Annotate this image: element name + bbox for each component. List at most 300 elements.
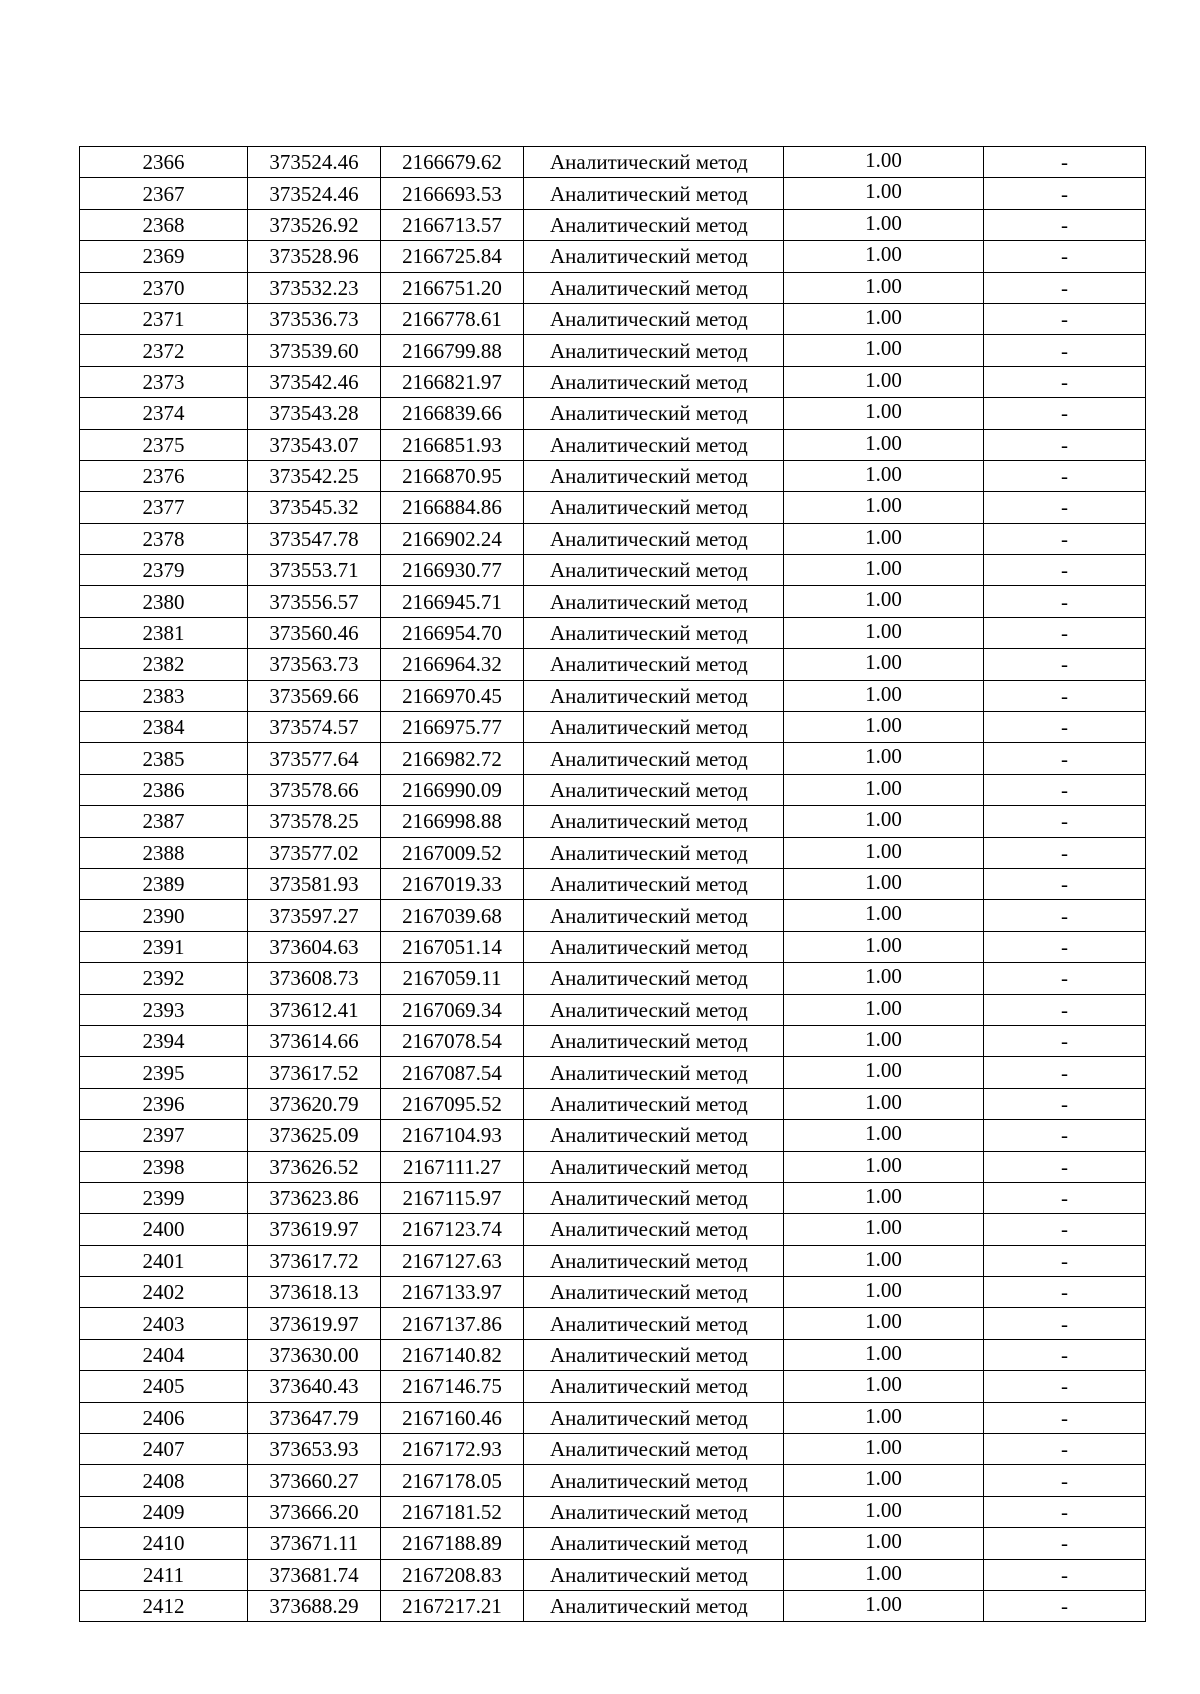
- table-row: [80, 429, 1146, 460]
- dash-cell: -: [984, 617, 1146, 648]
- x-coordinate-cell: 373681.74: [248, 1559, 381, 1590]
- x-coordinate-cell: 373671.11: [248, 1528, 381, 1559]
- dash-cell: -: [984, 492, 1146, 523]
- dash-cell: -: [984, 1182, 1146, 1213]
- y-coordinate-cell: 2167217.21: [381, 1590, 524, 1621]
- x-coordinate-cell: 373528.96: [248, 241, 381, 272]
- table-row: [80, 1151, 1146, 1182]
- table-row: [80, 1590, 1146, 1621]
- point-number-cell: 2371: [80, 303, 248, 334]
- y-coordinate-cell: 2167140.82: [381, 1339, 524, 1370]
- x-coordinate-cell: 373543.07: [248, 429, 381, 460]
- dash-cell: -: [984, 1308, 1146, 1339]
- x-coordinate-cell: 373597.27: [248, 900, 381, 931]
- dash-cell: -: [984, 1245, 1146, 1276]
- dash-cell: -: [984, 429, 1146, 460]
- point-number-cell: 2383: [80, 680, 248, 711]
- method-cell: Аналитический метод: [524, 1371, 784, 1402]
- y-coordinate-cell: 2167178.05: [381, 1465, 524, 1496]
- y-coordinate-cell: 2166870.95: [381, 460, 524, 491]
- dash-cell: -: [984, 1088, 1146, 1119]
- method-cell: Аналитический метод: [524, 429, 784, 460]
- point-number-cell: 2387: [80, 806, 248, 837]
- x-coordinate-cell: 373630.00: [248, 1339, 381, 1370]
- point-number-cell: 2380: [80, 586, 248, 617]
- point-number-cell: 2366: [80, 147, 248, 178]
- point-number-cell: 2407: [80, 1434, 248, 1465]
- accuracy-cell: 1.00: [784, 555, 984, 586]
- method-cell: Аналитический метод: [524, 1025, 784, 1056]
- accuracy-cell: 1.00: [784, 272, 984, 303]
- dash-cell: -: [984, 555, 1146, 586]
- x-coordinate-cell: 373524.46: [248, 178, 381, 209]
- table-row: [80, 492, 1146, 523]
- y-coordinate-cell: 2166975.77: [381, 712, 524, 743]
- x-coordinate-cell: 373604.63: [248, 931, 381, 962]
- y-coordinate-cell: 2167051.14: [381, 931, 524, 962]
- method-cell: Аналитический метод: [524, 837, 784, 868]
- coordinates-table: [79, 146, 1146, 1622]
- table-row: [80, 1559, 1146, 1590]
- accuracy-cell: 1.00: [784, 1465, 984, 1496]
- point-number-cell: 2391: [80, 931, 248, 962]
- table-row: [80, 1434, 1146, 1465]
- table-row: [80, 460, 1146, 491]
- method-cell: Аналитический метод: [524, 272, 784, 303]
- x-coordinate-cell: 373556.57: [248, 586, 381, 617]
- x-coordinate-cell: 373618.13: [248, 1277, 381, 1308]
- accuracy-cell: 1.00: [784, 617, 984, 648]
- point-number-cell: 2389: [80, 868, 248, 899]
- x-coordinate-cell: 373581.93: [248, 868, 381, 899]
- x-coordinate-cell: 373578.25: [248, 806, 381, 837]
- method-cell: Аналитический метод: [524, 335, 784, 366]
- dash-cell: -: [984, 147, 1146, 178]
- method-cell: Аналитический метод: [524, 209, 784, 240]
- method-cell: Аналитический метод: [524, 680, 784, 711]
- accuracy-cell: 1.00: [784, 460, 984, 491]
- table-row: [80, 398, 1146, 429]
- method-cell: Аналитический метод: [524, 398, 784, 429]
- y-coordinate-cell: 2167188.89: [381, 1528, 524, 1559]
- accuracy-cell: 1.00: [784, 774, 984, 805]
- y-coordinate-cell: 2167104.93: [381, 1120, 524, 1151]
- y-coordinate-cell: 2166945.71: [381, 586, 524, 617]
- y-coordinate-cell: 2166725.84: [381, 241, 524, 272]
- x-coordinate-cell: 373647.79: [248, 1402, 381, 1433]
- y-coordinate-cell: 2167059.11: [381, 963, 524, 994]
- dash-cell: -: [984, 460, 1146, 491]
- dash-cell: -: [984, 1277, 1146, 1308]
- method-cell: Аналитический метод: [524, 649, 784, 680]
- dash-cell: -: [984, 523, 1146, 554]
- table-row: [80, 1496, 1146, 1527]
- y-coordinate-cell: 2166884.86: [381, 492, 524, 523]
- point-number-cell: 2398: [80, 1151, 248, 1182]
- table-row: [80, 1339, 1146, 1370]
- x-coordinate-cell: 373688.29: [248, 1590, 381, 1621]
- point-number-cell: 2375: [80, 429, 248, 460]
- y-coordinate-cell: 2167137.86: [381, 1308, 524, 1339]
- x-coordinate-cell: 373608.73: [248, 963, 381, 994]
- accuracy-cell: 1.00: [784, 1559, 984, 1590]
- method-cell: Аналитический метод: [524, 1120, 784, 1151]
- y-coordinate-cell: 2167019.33: [381, 868, 524, 899]
- table-row: [80, 335, 1146, 366]
- dash-cell: -: [984, 209, 1146, 240]
- y-coordinate-cell: 2167160.46: [381, 1402, 524, 1433]
- y-coordinate-cell: 2167181.52: [381, 1496, 524, 1527]
- table-row: [80, 1025, 1146, 1056]
- accuracy-cell: 1.00: [784, 1371, 984, 1402]
- x-coordinate-cell: 373547.78: [248, 523, 381, 554]
- method-cell: Аналитический метод: [524, 743, 784, 774]
- method-cell: Аналитический метод: [524, 366, 784, 397]
- y-coordinate-cell: 2166679.62: [381, 147, 524, 178]
- dash-cell: -: [984, 586, 1146, 617]
- dash-cell: -: [984, 649, 1146, 680]
- x-coordinate-cell: 373612.41: [248, 994, 381, 1025]
- dash-cell: -: [984, 931, 1146, 962]
- y-coordinate-cell: 2166799.88: [381, 335, 524, 366]
- accuracy-cell: 1.00: [784, 492, 984, 523]
- point-number-cell: 2388: [80, 837, 248, 868]
- point-number-cell: 2372: [80, 335, 248, 366]
- method-cell: Аналитический метод: [524, 492, 784, 523]
- dash-cell: -: [984, 1025, 1146, 1056]
- y-coordinate-cell: 2166693.53: [381, 178, 524, 209]
- method-cell: Аналитический метод: [524, 1465, 784, 1496]
- method-cell: Аналитический метод: [524, 900, 784, 931]
- point-number-cell: 2395: [80, 1057, 248, 1088]
- table-row: [80, 1120, 1146, 1151]
- accuracy-cell: 1.00: [784, 963, 984, 994]
- method-cell: Аналитический метод: [524, 994, 784, 1025]
- point-number-cell: 2369: [80, 241, 248, 272]
- point-number-cell: 2406: [80, 1402, 248, 1433]
- table-row: [80, 555, 1146, 586]
- method-cell: Аналитический метод: [524, 712, 784, 743]
- accuracy-cell: 1.00: [784, 366, 984, 397]
- point-number-cell: 2367: [80, 178, 248, 209]
- point-number-cell: 2400: [80, 1214, 248, 1245]
- x-coordinate-cell: 373553.71: [248, 555, 381, 586]
- y-coordinate-cell: 2167087.54: [381, 1057, 524, 1088]
- accuracy-cell: 1.00: [784, 1182, 984, 1213]
- point-number-cell: 2377: [80, 492, 248, 523]
- table-row: [80, 1402, 1146, 1433]
- table-row: [80, 1182, 1146, 1213]
- accuracy-cell: 1.00: [784, 837, 984, 868]
- dash-cell: -: [984, 398, 1146, 429]
- x-coordinate-cell: 373577.64: [248, 743, 381, 774]
- accuracy-cell: 1.00: [784, 1057, 984, 1088]
- table-row: [80, 1528, 1146, 1559]
- accuracy-cell: 1.00: [784, 743, 984, 774]
- method-cell: Аналитический метод: [524, 1151, 784, 1182]
- table-row: [80, 303, 1146, 334]
- accuracy-cell: 1.00: [784, 1025, 984, 1056]
- dash-cell: -: [984, 303, 1146, 334]
- accuracy-cell: 1.00: [784, 398, 984, 429]
- table-row: [80, 963, 1146, 994]
- point-number-cell: 2403: [80, 1308, 248, 1339]
- accuracy-cell: 1.00: [784, 649, 984, 680]
- table-row: [80, 774, 1146, 805]
- point-number-cell: 2393: [80, 994, 248, 1025]
- accuracy-cell: 1.00: [784, 680, 984, 711]
- dash-cell: -: [984, 1371, 1146, 1402]
- x-coordinate-cell: 373574.57: [248, 712, 381, 743]
- x-coordinate-cell: 373666.20: [248, 1496, 381, 1527]
- method-cell: Аналитический метод: [524, 1434, 784, 1465]
- y-coordinate-cell: 2167009.52: [381, 837, 524, 868]
- accuracy-cell: 1.00: [784, 1151, 984, 1182]
- table-row: [80, 272, 1146, 303]
- y-coordinate-cell: 2167078.54: [381, 1025, 524, 1056]
- x-coordinate-cell: 373640.43: [248, 1371, 381, 1402]
- table-row: [80, 806, 1146, 837]
- dash-cell: -: [984, 241, 1146, 272]
- point-number-cell: 2402: [80, 1277, 248, 1308]
- dash-cell: -: [984, 806, 1146, 837]
- dash-cell: -: [984, 837, 1146, 868]
- point-number-cell: 2392: [80, 963, 248, 994]
- y-coordinate-cell: 2167095.52: [381, 1088, 524, 1119]
- y-coordinate-cell: 2166713.57: [381, 209, 524, 240]
- point-number-cell: 2408: [80, 1465, 248, 1496]
- dash-cell: -: [984, 680, 1146, 711]
- x-coordinate-cell: 373560.46: [248, 617, 381, 648]
- table-row: [80, 1277, 1146, 1308]
- method-cell: Аналитический метод: [524, 774, 784, 805]
- x-coordinate-cell: 373626.52: [248, 1151, 381, 1182]
- point-number-cell: 2381: [80, 617, 248, 648]
- table-row: [80, 178, 1146, 209]
- x-coordinate-cell: 373542.25: [248, 460, 381, 491]
- dash-cell: -: [984, 1057, 1146, 1088]
- method-cell: Аналитический метод: [524, 806, 784, 837]
- dash-cell: -: [984, 994, 1146, 1025]
- y-coordinate-cell: 2166930.77: [381, 555, 524, 586]
- y-coordinate-cell: 2166821.97: [381, 366, 524, 397]
- dash-cell: -: [984, 1496, 1146, 1527]
- x-coordinate-cell: 373569.66: [248, 680, 381, 711]
- dash-cell: -: [984, 900, 1146, 931]
- dash-cell: -: [984, 1590, 1146, 1621]
- accuracy-cell: 1.00: [784, 1590, 984, 1621]
- method-cell: Аналитический метод: [524, 1402, 784, 1433]
- accuracy-cell: 1.00: [784, 586, 984, 617]
- table-row: [80, 868, 1146, 899]
- table-row: [80, 1245, 1146, 1276]
- y-coordinate-cell: 2166990.09: [381, 774, 524, 805]
- method-cell: Аналитический метод: [524, 586, 784, 617]
- table-row: [80, 1465, 1146, 1496]
- accuracy-cell: 1.00: [784, 1308, 984, 1339]
- method-cell: Аналитический метод: [524, 1339, 784, 1370]
- point-number-cell: 2409: [80, 1496, 248, 1527]
- x-coordinate-cell: 373620.79: [248, 1088, 381, 1119]
- dash-cell: -: [984, 366, 1146, 397]
- dash-cell: -: [984, 1214, 1146, 1245]
- accuracy-cell: 1.00: [784, 994, 984, 1025]
- y-coordinate-cell: 2167069.34: [381, 994, 524, 1025]
- x-coordinate-cell: 373542.46: [248, 366, 381, 397]
- method-cell: Аналитический метод: [524, 1057, 784, 1088]
- y-coordinate-cell: 2166902.24: [381, 523, 524, 554]
- method-cell: Аналитический метод: [524, 1308, 784, 1339]
- method-cell: Аналитический метод: [524, 147, 784, 178]
- y-coordinate-cell: 2166778.61: [381, 303, 524, 334]
- x-coordinate-cell: 373619.97: [248, 1308, 381, 1339]
- point-number-cell: 2410: [80, 1528, 248, 1559]
- method-cell: Аналитический метод: [524, 1182, 784, 1213]
- y-coordinate-cell: 2166839.66: [381, 398, 524, 429]
- table-row: [80, 994, 1146, 1025]
- accuracy-cell: 1.00: [784, 303, 984, 334]
- method-cell: Аналитический метод: [524, 1528, 784, 1559]
- y-coordinate-cell: 2167111.27: [381, 1151, 524, 1182]
- point-number-cell: 2397: [80, 1120, 248, 1151]
- x-coordinate-cell: 373578.66: [248, 774, 381, 805]
- table-row: [80, 743, 1146, 774]
- x-coordinate-cell: 373543.28: [248, 398, 381, 429]
- dash-cell: -: [984, 1465, 1146, 1496]
- y-coordinate-cell: 2166982.72: [381, 743, 524, 774]
- x-coordinate-cell: 373614.66: [248, 1025, 381, 1056]
- table-row: [80, 1308, 1146, 1339]
- y-coordinate-cell: 2167146.75: [381, 1371, 524, 1402]
- x-coordinate-cell: 373524.46: [248, 147, 381, 178]
- accuracy-cell: 1.00: [784, 178, 984, 209]
- method-cell: Аналитический метод: [524, 963, 784, 994]
- dash-cell: -: [984, 1434, 1146, 1465]
- accuracy-cell: 1.00: [784, 806, 984, 837]
- y-coordinate-cell: 2167133.97: [381, 1277, 524, 1308]
- y-coordinate-cell: 2167172.93: [381, 1434, 524, 1465]
- point-number-cell: 2368: [80, 209, 248, 240]
- table-row: [80, 1214, 1146, 1245]
- dash-cell: -: [984, 743, 1146, 774]
- table-row: [80, 680, 1146, 711]
- x-coordinate-cell: 373539.60: [248, 335, 381, 366]
- coordinates-table-body: [80, 147, 1146, 1622]
- method-cell: Аналитический метод: [524, 617, 784, 648]
- table-row: [80, 523, 1146, 554]
- table-row: [80, 931, 1146, 962]
- table-row: [80, 1371, 1146, 1402]
- accuracy-cell: 1.00: [784, 335, 984, 366]
- method-cell: Аналитический метод: [524, 1214, 784, 1245]
- accuracy-cell: 1.00: [784, 209, 984, 240]
- point-number-cell: 2390: [80, 900, 248, 931]
- x-coordinate-cell: 373625.09: [248, 1120, 381, 1151]
- accuracy-cell: 1.00: [784, 1402, 984, 1433]
- method-cell: Аналитический метод: [524, 1496, 784, 1527]
- y-coordinate-cell: 2166998.88: [381, 806, 524, 837]
- dash-cell: -: [984, 1402, 1146, 1433]
- point-number-cell: 2382: [80, 649, 248, 680]
- point-number-cell: 2401: [80, 1245, 248, 1276]
- x-coordinate-cell: 373532.23: [248, 272, 381, 303]
- point-number-cell: 2373: [80, 366, 248, 397]
- point-number-cell: 2374: [80, 398, 248, 429]
- point-number-cell: 2386: [80, 774, 248, 805]
- table-row: [80, 837, 1146, 868]
- dash-cell: -: [984, 868, 1146, 899]
- accuracy-cell: 1.00: [784, 1434, 984, 1465]
- y-coordinate-cell: 2167208.83: [381, 1559, 524, 1590]
- table-row: [80, 147, 1146, 178]
- accuracy-cell: 1.00: [784, 1528, 984, 1559]
- point-number-cell: 2404: [80, 1339, 248, 1370]
- point-number-cell: 2385: [80, 743, 248, 774]
- method-cell: Аналитический метод: [524, 303, 784, 334]
- x-coordinate-cell: 373526.92: [248, 209, 381, 240]
- dash-cell: -: [984, 1120, 1146, 1151]
- table-row: [80, 1057, 1146, 1088]
- point-number-cell: 2379: [80, 555, 248, 586]
- accuracy-cell: 1.00: [784, 429, 984, 460]
- dash-cell: -: [984, 335, 1146, 366]
- dash-cell: -: [984, 272, 1146, 303]
- point-number-cell: 2405: [80, 1371, 248, 1402]
- accuracy-cell: 1.00: [784, 1088, 984, 1119]
- point-number-cell: 2378: [80, 523, 248, 554]
- dash-cell: -: [984, 1528, 1146, 1559]
- x-coordinate-cell: 373617.52: [248, 1057, 381, 1088]
- dash-cell: -: [984, 774, 1146, 805]
- method-cell: Аналитический метод: [524, 460, 784, 491]
- y-coordinate-cell: 2166851.93: [381, 429, 524, 460]
- accuracy-cell: 1.00: [784, 1245, 984, 1276]
- accuracy-cell: 1.00: [784, 1277, 984, 1308]
- x-coordinate-cell: 373653.93: [248, 1434, 381, 1465]
- point-number-cell: 2412: [80, 1590, 248, 1621]
- table-row: [80, 1088, 1146, 1119]
- accuracy-cell: 1.00: [784, 1214, 984, 1245]
- x-coordinate-cell: 373563.73: [248, 649, 381, 680]
- method-cell: Аналитический метод: [524, 241, 784, 272]
- accuracy-cell: 1.00: [784, 931, 984, 962]
- dash-cell: -: [984, 1151, 1146, 1182]
- accuracy-cell: 1.00: [784, 241, 984, 272]
- accuracy-cell: 1.00: [784, 712, 984, 743]
- table-row: [80, 649, 1146, 680]
- dash-cell: -: [984, 1339, 1146, 1370]
- point-number-cell: 2399: [80, 1182, 248, 1213]
- x-coordinate-cell: 373660.27: [248, 1465, 381, 1496]
- table-row: [80, 241, 1146, 272]
- x-coordinate-cell: 373619.97: [248, 1214, 381, 1245]
- table-row: [80, 712, 1146, 743]
- x-coordinate-cell: 373545.32: [248, 492, 381, 523]
- table-row: [80, 209, 1146, 240]
- dash-cell: -: [984, 712, 1146, 743]
- y-coordinate-cell: 2166751.20: [381, 272, 524, 303]
- method-cell: Аналитический метод: [524, 1088, 784, 1119]
- method-cell: Аналитический метод: [524, 1277, 784, 1308]
- method-cell: Аналитический метод: [524, 1245, 784, 1276]
- table-row: [80, 366, 1146, 397]
- dash-cell: -: [984, 1559, 1146, 1590]
- table-row: [80, 900, 1146, 931]
- y-coordinate-cell: 2167123.74: [381, 1214, 524, 1245]
- point-number-cell: 2370: [80, 272, 248, 303]
- y-coordinate-cell: 2166964.32: [381, 649, 524, 680]
- point-number-cell: 2384: [80, 712, 248, 743]
